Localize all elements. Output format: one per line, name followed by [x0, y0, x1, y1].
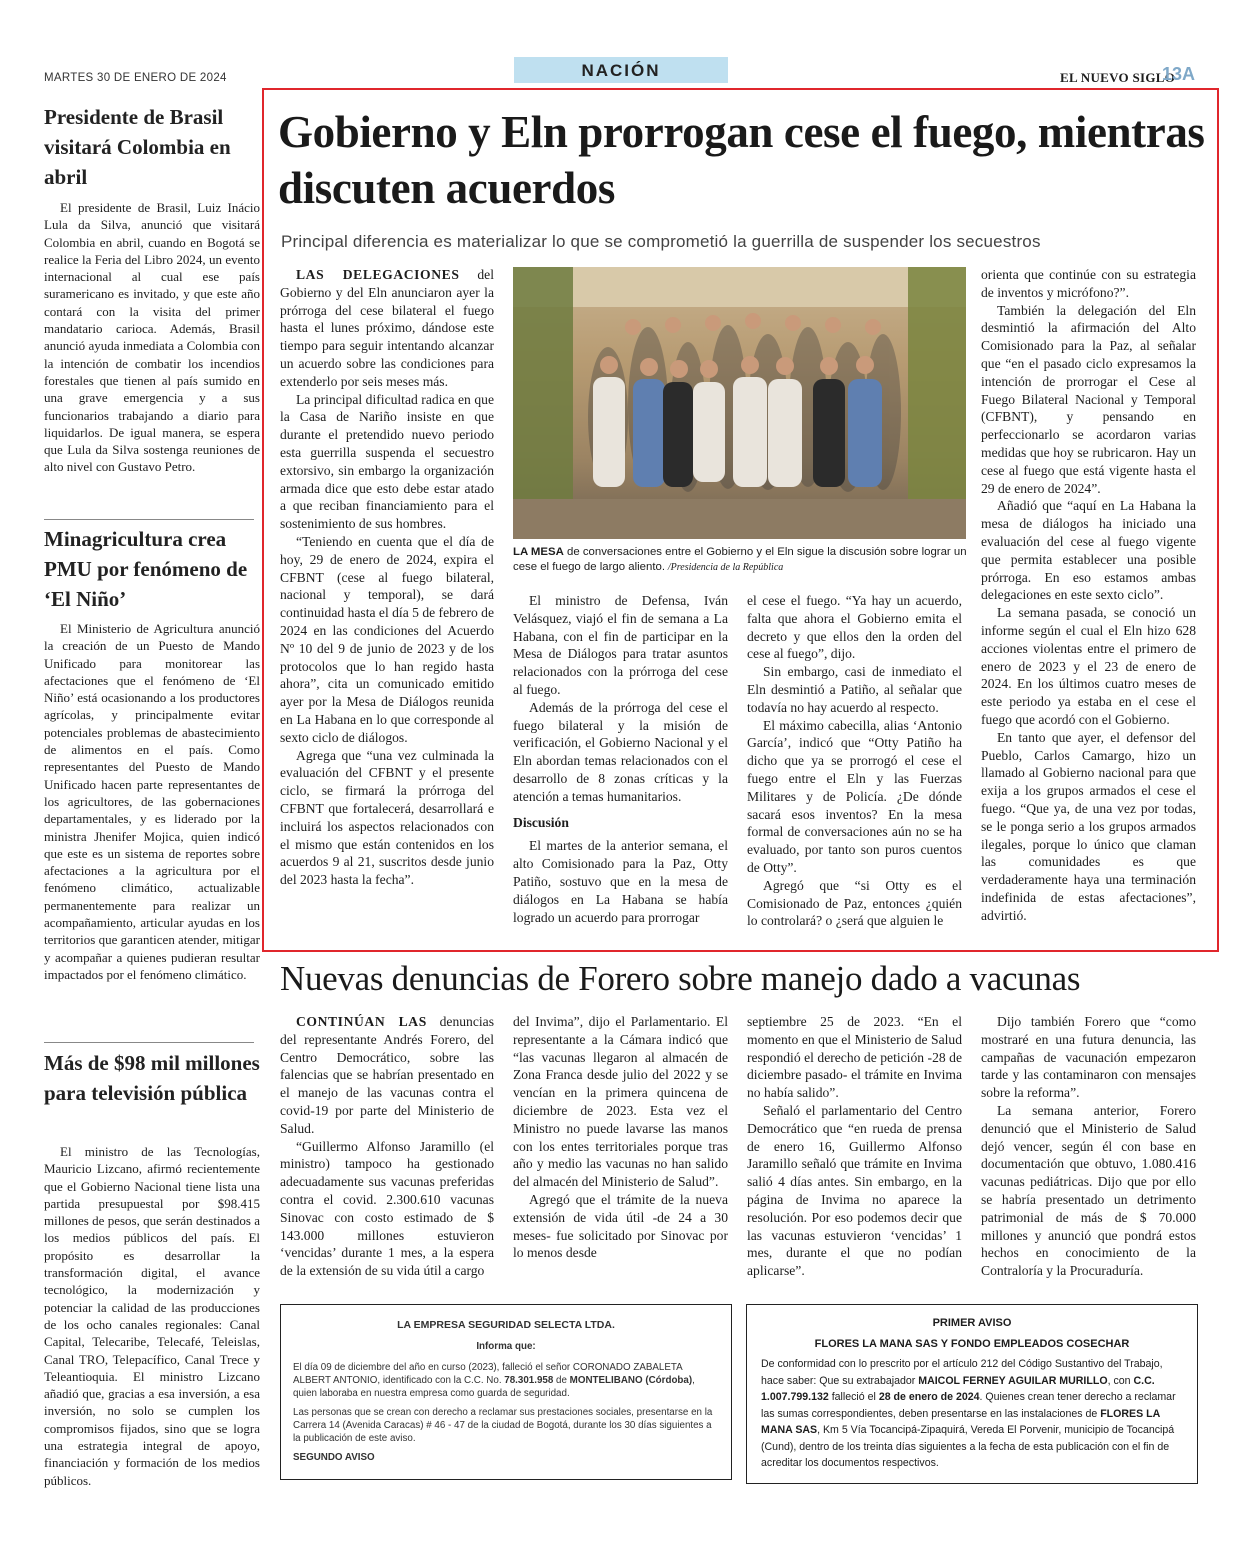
article-paragraph	[280, 391, 494, 533]
section-label: NACIÓN	[514, 57, 728, 83]
article-paragraph	[747, 592, 962, 663]
article2-column-2	[513, 1013, 728, 1262]
article-text: del Invima”, dijo el Parlamentario. El representante a la Cámara indicó que “las vacunas llegaron al almacén de Zona Franca desde julio del 2022 y se vencían en la primera quincena de diciembre de 2023. Esta vez el Ministro no puede lavarse las manos con los entes territoriales porque tras año y medio las vacunas no han salido del almacén del Ministerio de Salud”.	[513, 1014, 728, 1190]
group-photo-illustration	[513, 267, 966, 539]
article-text: Añadió que “aquí en La Habana la mesa de diálogos ha iniciado una evaluación del cese al fuego vigente que permita establecer una posible prórroga. En eso estamos ambas delegaciones en este sexto ciclo”.	[981, 498, 1196, 603]
article-paragraph	[513, 1191, 728, 1262]
article-paragraph	[280, 1138, 494, 1280]
notice-footer: SEGUNDO AVISO	[293, 1452, 375, 1463]
notice-body: De conformidad con lo prescrito por el artículo 212 del Código Sustantivo del Trabajo, hace saber: Que su extrabajador MAICOL FERNEY AGUILAR MURILLO, con C.C. 1.007.799.132 falleció el 28 de enero de 2024. Quienes crean tener derecho a reclamar las sumas correspondientes, deben presentarse en las instalaciones de FLORES LA MANA SAS, Km 5 Vía Tocancipá-Zipaquirá, Vereda El Porvenir, municipio de Tocancipá (Cund), dentro de los treinta días siguientes a la fecha de esta publicación con el fin de acreditar los documentos respectivos.	[761, 1358, 1176, 1469]
issue-date: MARTES 30 DE ENERO DE 2024	[44, 72, 227, 84]
article-paragraph	[981, 266, 1196, 302]
article-paragraph	[981, 604, 1196, 729]
article-paragraph	[280, 266, 494, 391]
sidebar-story-title: Minagricultura crea PMU por fenómeno de ‘El Niño’	[44, 527, 248, 611]
article-lead-in: CONTINÚAN LAS	[296, 1014, 427, 1029]
headline: Gobierno y Eln prorrogan cese el fuego, mientras discuten acuerdos	[278, 107, 1205, 213]
notice-company: FLORES LA MANA SAS Y FONDO EMPLEADOS COSECHAR	[814, 1337, 1130, 1350]
sidebar-story-body: El ministro de las Tecnologías, Mauricio Lizcano, afirmó recientemente que el Gobierno Nacional tiene lista una partida presupuestal por $98.415 millones de pesos, que serán destinados a los medios públicos del país. El propósito es desarrollar la transformación digital, el avance tecnológico, la modernización y potenciar la calidad de las producciones de los ocho canales regionales: Canal Capital, Telecaribe, Telecafé, Teleislas, Canal TRO, Telepacífico, Canal Trece y Teleantioquia. El ministro Lizcano añadió que, gracias a esa inversión, a esa inversión, no solo se cumplen los compromisos fijados, sino que se logra una estrategia integral de apoyo, financiación y formación de los medios públicos.	[44, 1144, 260, 1488]
article-paragraph	[747, 877, 962, 930]
article-text: orienta que continúe con su estrategia de inventos y micrófono?”.	[981, 267, 1196, 300]
notice-paragraph-1: El día 09 de diciembre del año en curso (2023), falleció el señor CORONADO ZABALETA ALBERT ANTONIO, identificado con la C.C. No. 78.301.958 de MONTELIBANO (Córdoba), quien laboraba en nuestra empresa como guarda de seguridad.	[293, 1362, 695, 1399]
article-column-3	[747, 592, 962, 930]
page-number: 13A	[1162, 64, 1196, 84]
article-text: Además de la prórroga del cese el fuego bilateral y la misión de verificación, el Gobierno Nacional y el Eln abordan temas relacionados con el desarrollo de 8 zonas críticas y la atención a temas humanitarios.	[513, 699, 728, 804]
article-text: del Gobierno y del Eln anunciaron ayer la prórroga del cese bilateral el fuego hasta el lunes próximo, dándose este tiempo para seguir intentando alcanzar un acuerdo sobre las condiciones para extenderlo por seis meses más.	[280, 267, 494, 389]
news-photo	[513, 267, 966, 539]
article-subhead: Discusión	[513, 814, 569, 830]
article-text: La semana pasada, se conoció un informe según el cual el Eln hizo 628 acciones violentas entre el primero de enero de 2023 y el 23 de enero de 2024. En los últimos cuatro meses de este periodo ya estaba en el cese el fuego que acordó con el Gobierno.	[981, 605, 1196, 727]
article-text: El máximo cabecilla, alias ‘Antonio García’, indicó que “Otty Patiño ha dicho que ya se prorrogó el cese el fuego entre el Eln y las Fuerzas Militares y de Policía. ¿De dónde sacará esos inventos? En la mesa formal de conversaciones aún no se ha evaluado, por tanto son puros cuentos de Otty”.	[747, 717, 962, 875]
article-column-4	[981, 266, 1196, 924]
headline-2: Nuevas denuncias de Forero sobre manejo dado a vacunas	[280, 959, 1081, 998]
article-paragraph	[981, 1102, 1196, 1280]
notice-paragraph-2: Las personas que se crean con derecho a reclamar sus prestaciones sociales, presentarse en la Carrera 14 (Avenida Caracas) # 46 - 47 de la ciudad de Bogotá, durante los 30 días siguientes a la publicación de este aviso.	[293, 1407, 713, 1444]
article-paragraph	[747, 663, 962, 716]
article-column-2	[513, 592, 728, 926]
article-text: En tanto que ayer, el defensor del Pueblo, Carlos Camargo, hizo un llamado al Gobierno nacional para que exija a los grupos armados el cese el fuego. “Que ya, de una vez por todas, se le ponga serio a los grupos armados ilegales, porque lo único que claman las comunidades es que verdaderamente haya una terminación indefinida de estas afectaciones”, advirtió.	[981, 729, 1196, 923]
article2-column-4	[981, 1013, 1196, 1280]
divider	[44, 1042, 254, 1043]
sidebar-story-title: Más de $98 mil millones para televisión pública	[44, 1051, 260, 1105]
article-paragraph	[747, 717, 962, 877]
photo-caption: LA MESA de conversaciones entre el Gobierno y el Eln sigue la discusión sobre lograr un cese el fuego de largo aliento. /Presidencia de la República	[513, 546, 967, 573]
article-paragraph	[747, 1102, 962, 1280]
article-paragraph	[280, 533, 494, 747]
article-text: Agrega que “una vez culminada la evaluación del CFBNT y el presente ciclo, se firmará la prórroga del CFBNT que fortalecerá, desarrollará e incluirá los aspectos relacionados con el mismo que están contenidos en los acuerdos 9 al 21, suscritos desde junio del 2023 hasta la fecha”.	[280, 747, 494, 888]
sidebar-story-body: El presidente de Brasil, Luiz Inácio Lula da Silva, anunció que visitará Colombia en abril, cuando en Bogotá se realice la Feria del Libro 2024, un evento internacional al cual ese país suramericano es invitado, y que este año contará con la visita del primer mandatario carioca. Además, Brasil anunció ayuda inmediata a Colombia con la intención de combatir los incendios forestales que tienen al país sumido en una grave emergencia y a sus funcionarios trabajando a diario para liquidarlos. De igual manera, se espera que Lula da Silva sostenga reuniones de alto nivel con Gustavo Petro.	[44, 200, 260, 475]
legal-notice-seguridad-selecta	[280, 1304, 732, 1480]
article-text: El ministro de Defensa, Iván Velásquez, viajó el fin de semana a La Habana, con el fin de participar en la Mesa de Diálogos para tratar asuntos relacionados con la prórroga del cese al fuego.	[513, 593, 728, 697]
newspaper-name: EL NUEVO SIGLO	[1060, 70, 1176, 85]
article-text: “Teniendo en cuenta que el día de hoy, 29 de enero de 2024, expira el CFBNT (cese al fuego bilateral, nacional y temporal), se dará continuidad hasta el día 5 de febrero de 2024 en las condiciones del Acuerdo Nº 10 del 9 de junio de 2023 y de los protocolos que lo han regido hasta ahora”, cita un comunicado emitido ayer por la Mesa de Diálogos reunida en La Habana en lo que corresponde al sexto ciclo de diálogos.	[280, 533, 495, 745]
article-paragraph	[513, 699, 728, 806]
article-text: Agregó que “si Otty es el Comisionado de Paz, entonces ¿quién lo controlará? o ¿será que alguien le	[747, 877, 962, 929]
article-text: denuncias del representante Andrés Forero, del Centro Democrático, sobre las falencias que se habrían presentado en el manejo de las vacunas contra el covid-19 por parte del Ministerio de Salud.	[280, 1014, 494, 1136]
divider	[44, 519, 254, 520]
article2-column-1	[280, 1013, 494, 1280]
article-paragraph	[981, 1013, 1196, 1102]
article-lead-in: LAS DELEGACIONES	[296, 267, 460, 282]
legal-notice-flores-la-mana	[746, 1304, 1198, 1484]
article2-column-3	[747, 1013, 962, 1280]
article-paragraph	[280, 1013, 494, 1138]
article-paragraph	[513, 1013, 728, 1191]
article-paragraph	[981, 497, 1196, 604]
notice-intro: Informa que:	[476, 1341, 536, 1352]
article-text: La semana anterior, Forero denunció que el Ministerio de Salud dejó vencer, según él con base en documentación que obtuvo, 1.080.416 vacunas pediátricas. Dijo que por ello se habría presentado un detrimento patrimonial de más de $ 70.000 millones y anunció que pondrá estos hechos en conocimiento de la Contraloría y la Procuraduría.	[981, 1102, 1196, 1279]
article-column-1	[280, 266, 494, 889]
article-text: “Guillermo Alfonso Jaramillo (el ministro) tampoco ha gestionado adecuadamente sus vacunas preferidas contra el covid. 2.300.610 vacunas Sinovac con costo estimado de $ 143.000 millones estuvieron ‘vencidas’ durante 1 mes, a la espera de la extensión de su vida útil a cargo	[280, 1138, 494, 1279]
article-text: septiembre 25 de 2023. “En el momento en que el Ministerio de Salud respondió el derecho de petición -28 de diciembre pasado- el trámite en Invima no había salido”.	[747, 1014, 962, 1101]
subheadline: Principal diferencia es materializar lo que se comprometió la guerrilla de suspender los secuestros	[281, 232, 1041, 251]
article-text: Sin embargo, casi de inmediato el Eln desmintió a Patiño, al señalar que todavía no hay acuerdo al respecto.	[747, 664, 962, 715]
article-text: Señaló el parlamentario del Centro Democrático que “en rueda de prensa de enero 16, Guillermo Alfonso Jaramillo señaló que trámite en Invima salió 4 días antes. Sin embargo, en la página de Invima no aparece la resolución. Por eso podemos decir que las vacunas estuvieron ‘vencidas’ 1 mes, durante el que no podían aplicarse”.	[747, 1102, 962, 1279]
article-text: Dijo también Forero que “como mostraré en una futura denuncia, las campañas de vacunación empezaron tarde y las contaminaron con mensajes sobre la reforma”.	[981, 1014, 1196, 1101]
article-paragraph	[981, 302, 1196, 498]
article-paragraph	[280, 747, 494, 889]
notice-company: LA EMPRESA SEGURIDAD SELECTA LTDA.	[397, 1319, 615, 1331]
sidebar-story-title: Presidente de Brasil visitará Colombia en abril	[44, 105, 231, 189]
article-text: el cese el fuego. “Ya hay un acuerdo, falta que ahora el Gobierno emita el decreto y que ellos den la orden del cese al fuego”, dijo.	[747, 593, 962, 662]
article-paragraph	[513, 592, 728, 699]
article-text: También la delegación del Eln desmintió la afirmación del Alto Comisionado para la Paz, al señalar que “en el pasado ciclo expresamos la intención de prorrogar el Cese al Fuego Bilateral Nacional y Temporal (CFBNT), y pensando en perfeccionarlo se acordaron varias medidas que hoy se rubricaron. Hay un cese al fuego que está vigente hasta el 29 de enero de 2024”.	[981, 302, 1196, 496]
sidebar-story-body: El Ministerio de Agricultura anunció la creación de un Puesto de Mando Unificado para monitorear las afectaciones que el fenómeno de ‘El Niño’ está ocasionando a los productores agrícolas, y principalmente evitar potenciales problemas de abastecimiento de alimentos en el país. Como representantes del Puesto de Mando Unificado hacen parte representantes de los agricultores, de las gobernaciones departamentales, y es liderado por la ministra Jhenifer Mojica, quien indicó que este es un sistema de reportes sobre afectaciones a la agricultura por el fenómeno climático, actualizable permanentemente para realizar un acompañamiento, articular ayudas en los territorios que garanticen atender, mitigar y acompañar a quienes pudieran resultar impactados por el fenómeno climático.	[44, 621, 260, 982]
article-paragraph	[981, 729, 1196, 925]
article-text: Agregó que el trámite de la nueva extensión de vida útil -de 24 a 30 meses- fue solicitado por Sinovac por lo menos desde	[513, 1191, 728, 1261]
article-text: El martes de la anterior semana, el alto Comisionado para la Paz, Otty Patiño, sostuvo que en la mesa de diálogos en La Habana se había logrado un acuerdo para prorrogar	[513, 838, 728, 925]
article-paragraph	[747, 1013, 962, 1102]
notice-label: PRIMER AVISO	[932, 1317, 1012, 1329]
article-text: La principal dificultad radica en que la Casa de Nariño insiste en que durante el pretendido nuevo periodo esta guerrilla suspenda el secuestro extorsivo, sin embargo la organización armada dice que esto debe estar atado a que reciban financiamiento para el sostenimiento de sus hombres.	[280, 391, 494, 532]
article-paragraph	[513, 837, 728, 926]
